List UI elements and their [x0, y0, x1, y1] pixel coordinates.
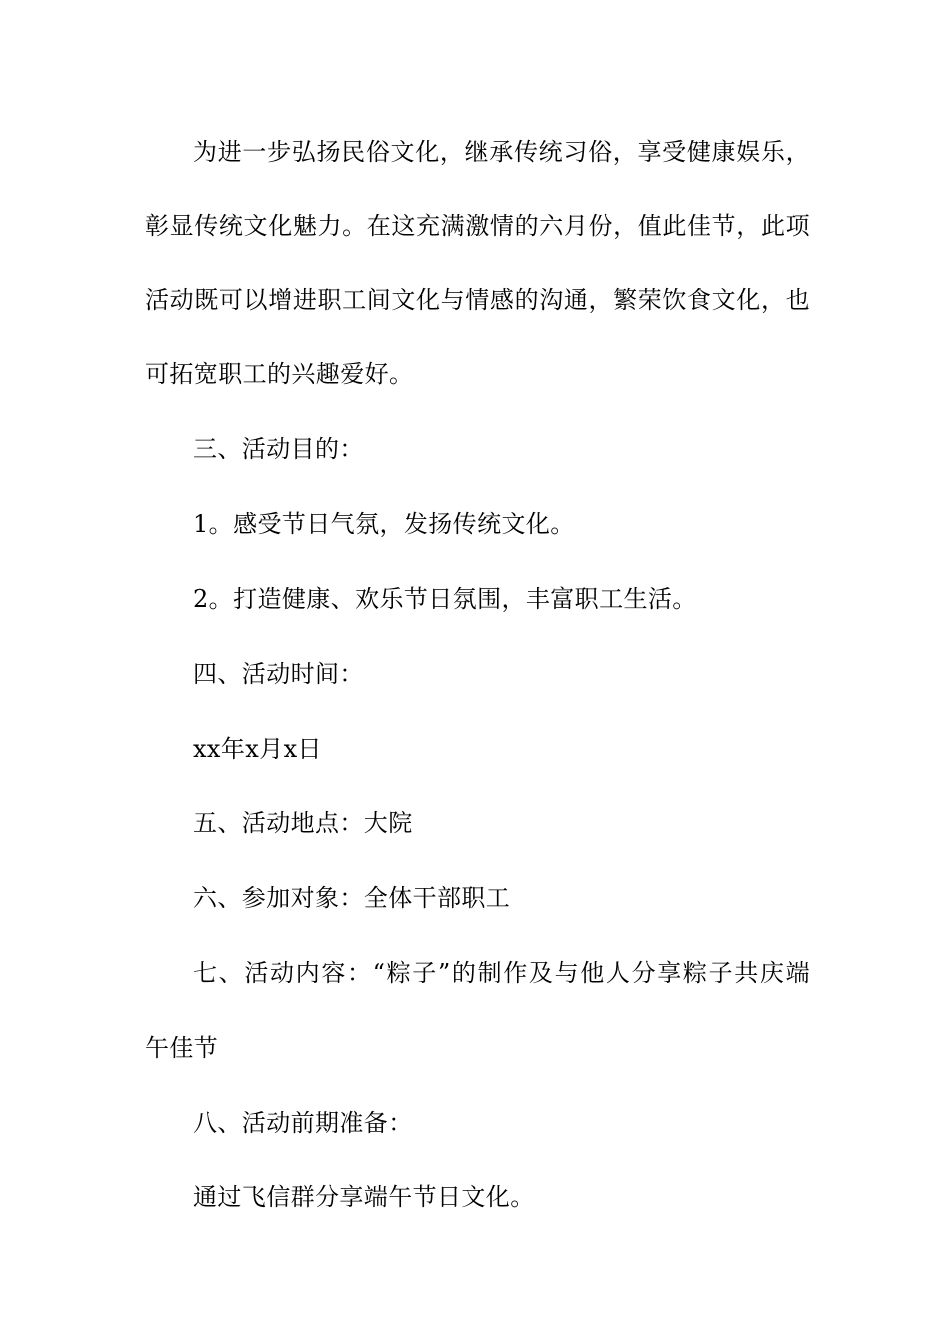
preparation-item: 通过飞信群分享端午节日文化。: [193, 1183, 535, 1211]
paragraph-intro-line-1: 为进一步弘扬民俗文化，继承传统习俗，享受健康娱乐，: [193, 138, 810, 166]
paragraph-intro-line-2: 彰显传统文化魅力。在这充满激情的六月份，值此佳节，此项: [145, 212, 810, 240]
section-heading-preparation: 八、活动前期准备：: [193, 1109, 413, 1137]
activity-date: xx年x月x日: [193, 735, 322, 763]
paragraph-intro-line-4: 可拓宽职工的兴趣爱好。: [145, 360, 414, 388]
paragraph-intro-line-3: 活动既可以增进职工间文化与情感的沟通，繁荣饮食文化，也: [145, 286, 810, 314]
section-participants: 六、参加对象：全体干部职工: [193, 884, 511, 912]
purpose-item-1: 1。感受节日气氛，发扬传统文化。: [193, 510, 575, 538]
section-content-line-1: 七、活动内容：“粽子”的制作及与他人分享粽子共庆端: [193, 959, 810, 987]
section-heading-time: 四、活动时间：: [193, 660, 364, 688]
section-content-line-2: 午佳节: [145, 1034, 219, 1062]
section-location: 五、活动地点：大院: [193, 809, 413, 837]
purpose-item-2: 2。打造健康、欢乐节日氛围，丰富职工生活。: [193, 585, 697, 613]
section-heading-purpose: 三、活动目的：: [193, 435, 364, 463]
